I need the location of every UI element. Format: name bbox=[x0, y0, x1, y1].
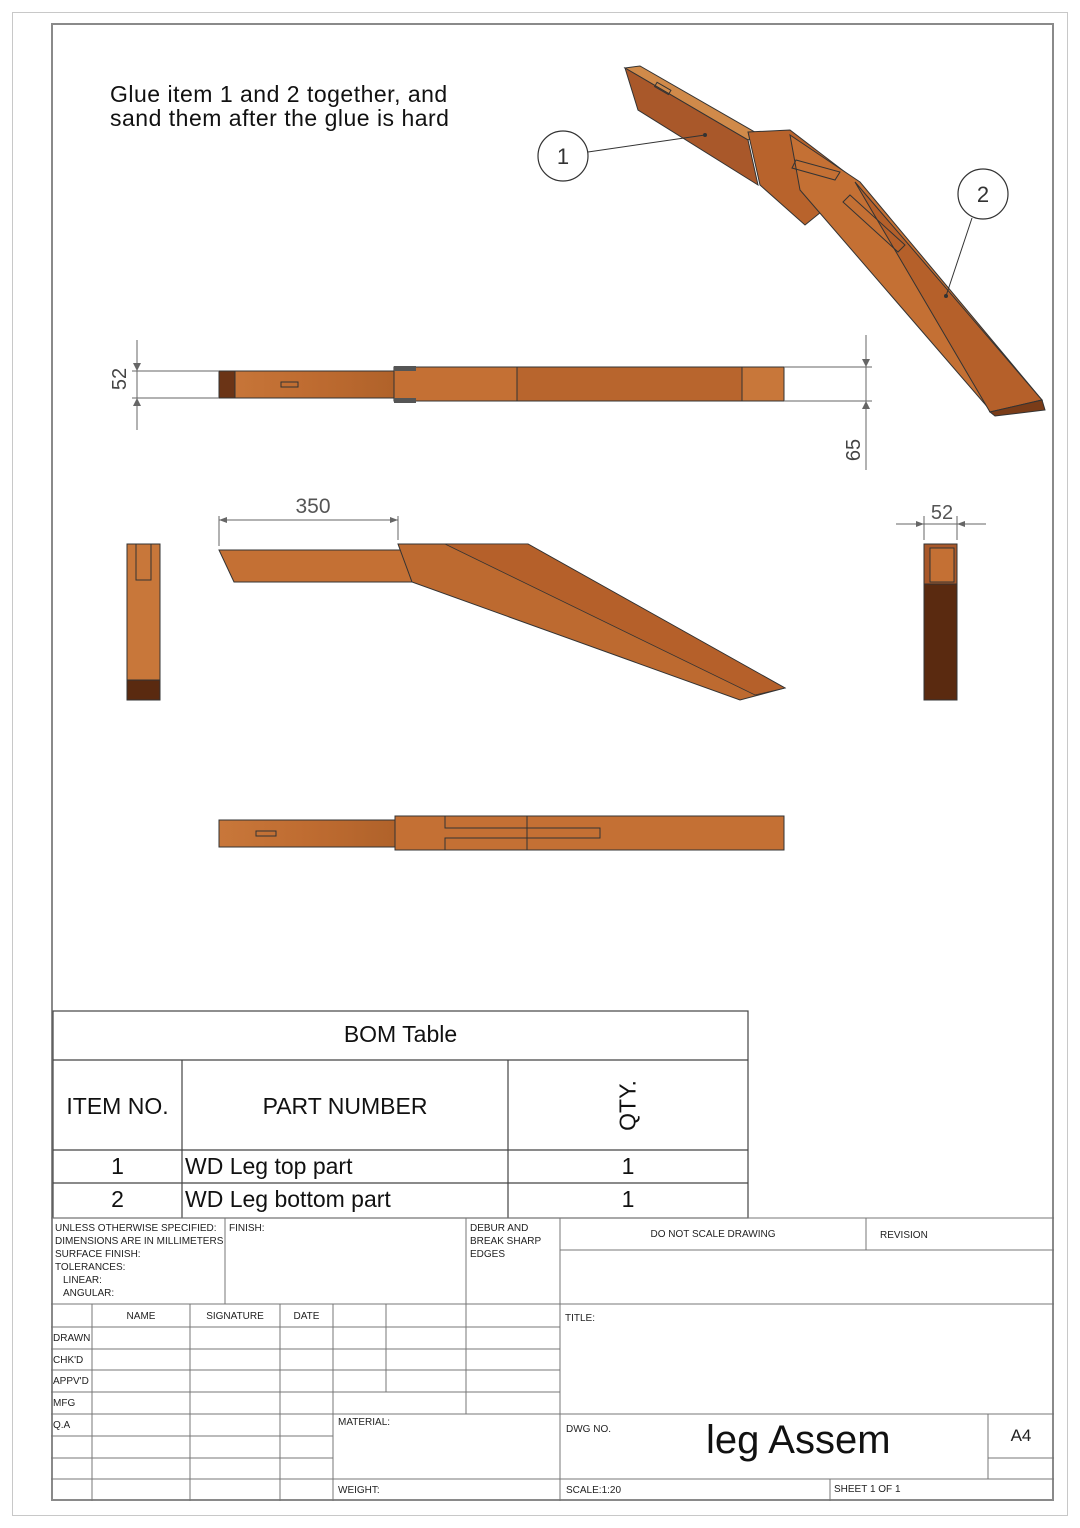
row-approved: APPV'D bbox=[53, 1376, 89, 1387]
sheet-size: A4 bbox=[1010, 1426, 1032, 1445]
dim-width: 52 bbox=[930, 502, 954, 524]
balloon-1-label: 1 bbox=[556, 144, 570, 169]
balloon-2-label: 2 bbox=[976, 182, 990, 207]
scale-label: SCALE:1:20 bbox=[566, 1485, 622, 1496]
title-label: TITLE: bbox=[565, 1313, 596, 1324]
sheet-count: SHEET 1 OF 1 bbox=[834, 1484, 901, 1495]
row-qa: Q.A bbox=[53, 1420, 71, 1431]
col-name: NAME bbox=[126, 1311, 156, 1322]
bom-row-1-item: 1 bbox=[111, 1153, 124, 1179]
bom-row-2-item: 2 bbox=[111, 1186, 124, 1212]
dim-height-left: 52 bbox=[109, 367, 131, 391]
revision-label: REVISION bbox=[880, 1230, 928, 1241]
bom-row-2-qty: 1 bbox=[621, 1186, 635, 1212]
bom-header-item: ITEM NO. bbox=[66, 1093, 169, 1119]
do-not-scale-label: DO NOT SCALE DRAWING bbox=[650, 1229, 776, 1240]
bom-row-2-part: WD Leg bottom part bbox=[185, 1186, 391, 1212]
unless-specified-block: UNLESS OTHERWISE SPECIFIED: DIMENSIONS ARE IN MILLIMETERS SURFACE FINISH: TOLERANCES: LINEAR: ANGULAR: bbox=[55, 1223, 224, 1299]
bom-row-1-part: WD Leg top part bbox=[185, 1153, 353, 1179]
bom-header-qty: QTY. bbox=[614, 1080, 641, 1131]
dwg-no-label: DWG NO. bbox=[566, 1424, 611, 1435]
col-date: DATE bbox=[293, 1311, 320, 1322]
dim-height-right: 65 bbox=[843, 438, 865, 462]
col-signature: SIGNATURE bbox=[206, 1311, 264, 1322]
row-drawn: DRAWN bbox=[53, 1333, 91, 1344]
note-line-1: Glue item 1 and 2 together, and bbox=[110, 81, 448, 107]
finish-label: FINISH: bbox=[229, 1223, 265, 1234]
note-line-2: sand them after the glue is hard bbox=[110, 105, 450, 131]
bom-title: BOM Table bbox=[343, 1021, 458, 1047]
dim-length: 350 bbox=[295, 495, 331, 518]
row-checked: CHK'D bbox=[53, 1355, 84, 1366]
bom-row-1-qty: 1 bbox=[621, 1153, 635, 1179]
drawing-name: leg Assem bbox=[706, 1418, 891, 1462]
row-mfg: MFG bbox=[53, 1398, 76, 1409]
debur-note: DEBUR AND BREAK SHARP EDGES bbox=[470, 1223, 542, 1260]
material-label: MATERIAL: bbox=[338, 1417, 391, 1428]
weight-label: WEIGHT: bbox=[338, 1485, 380, 1496]
bom-header-part: PART NUMBER bbox=[262, 1093, 428, 1119]
